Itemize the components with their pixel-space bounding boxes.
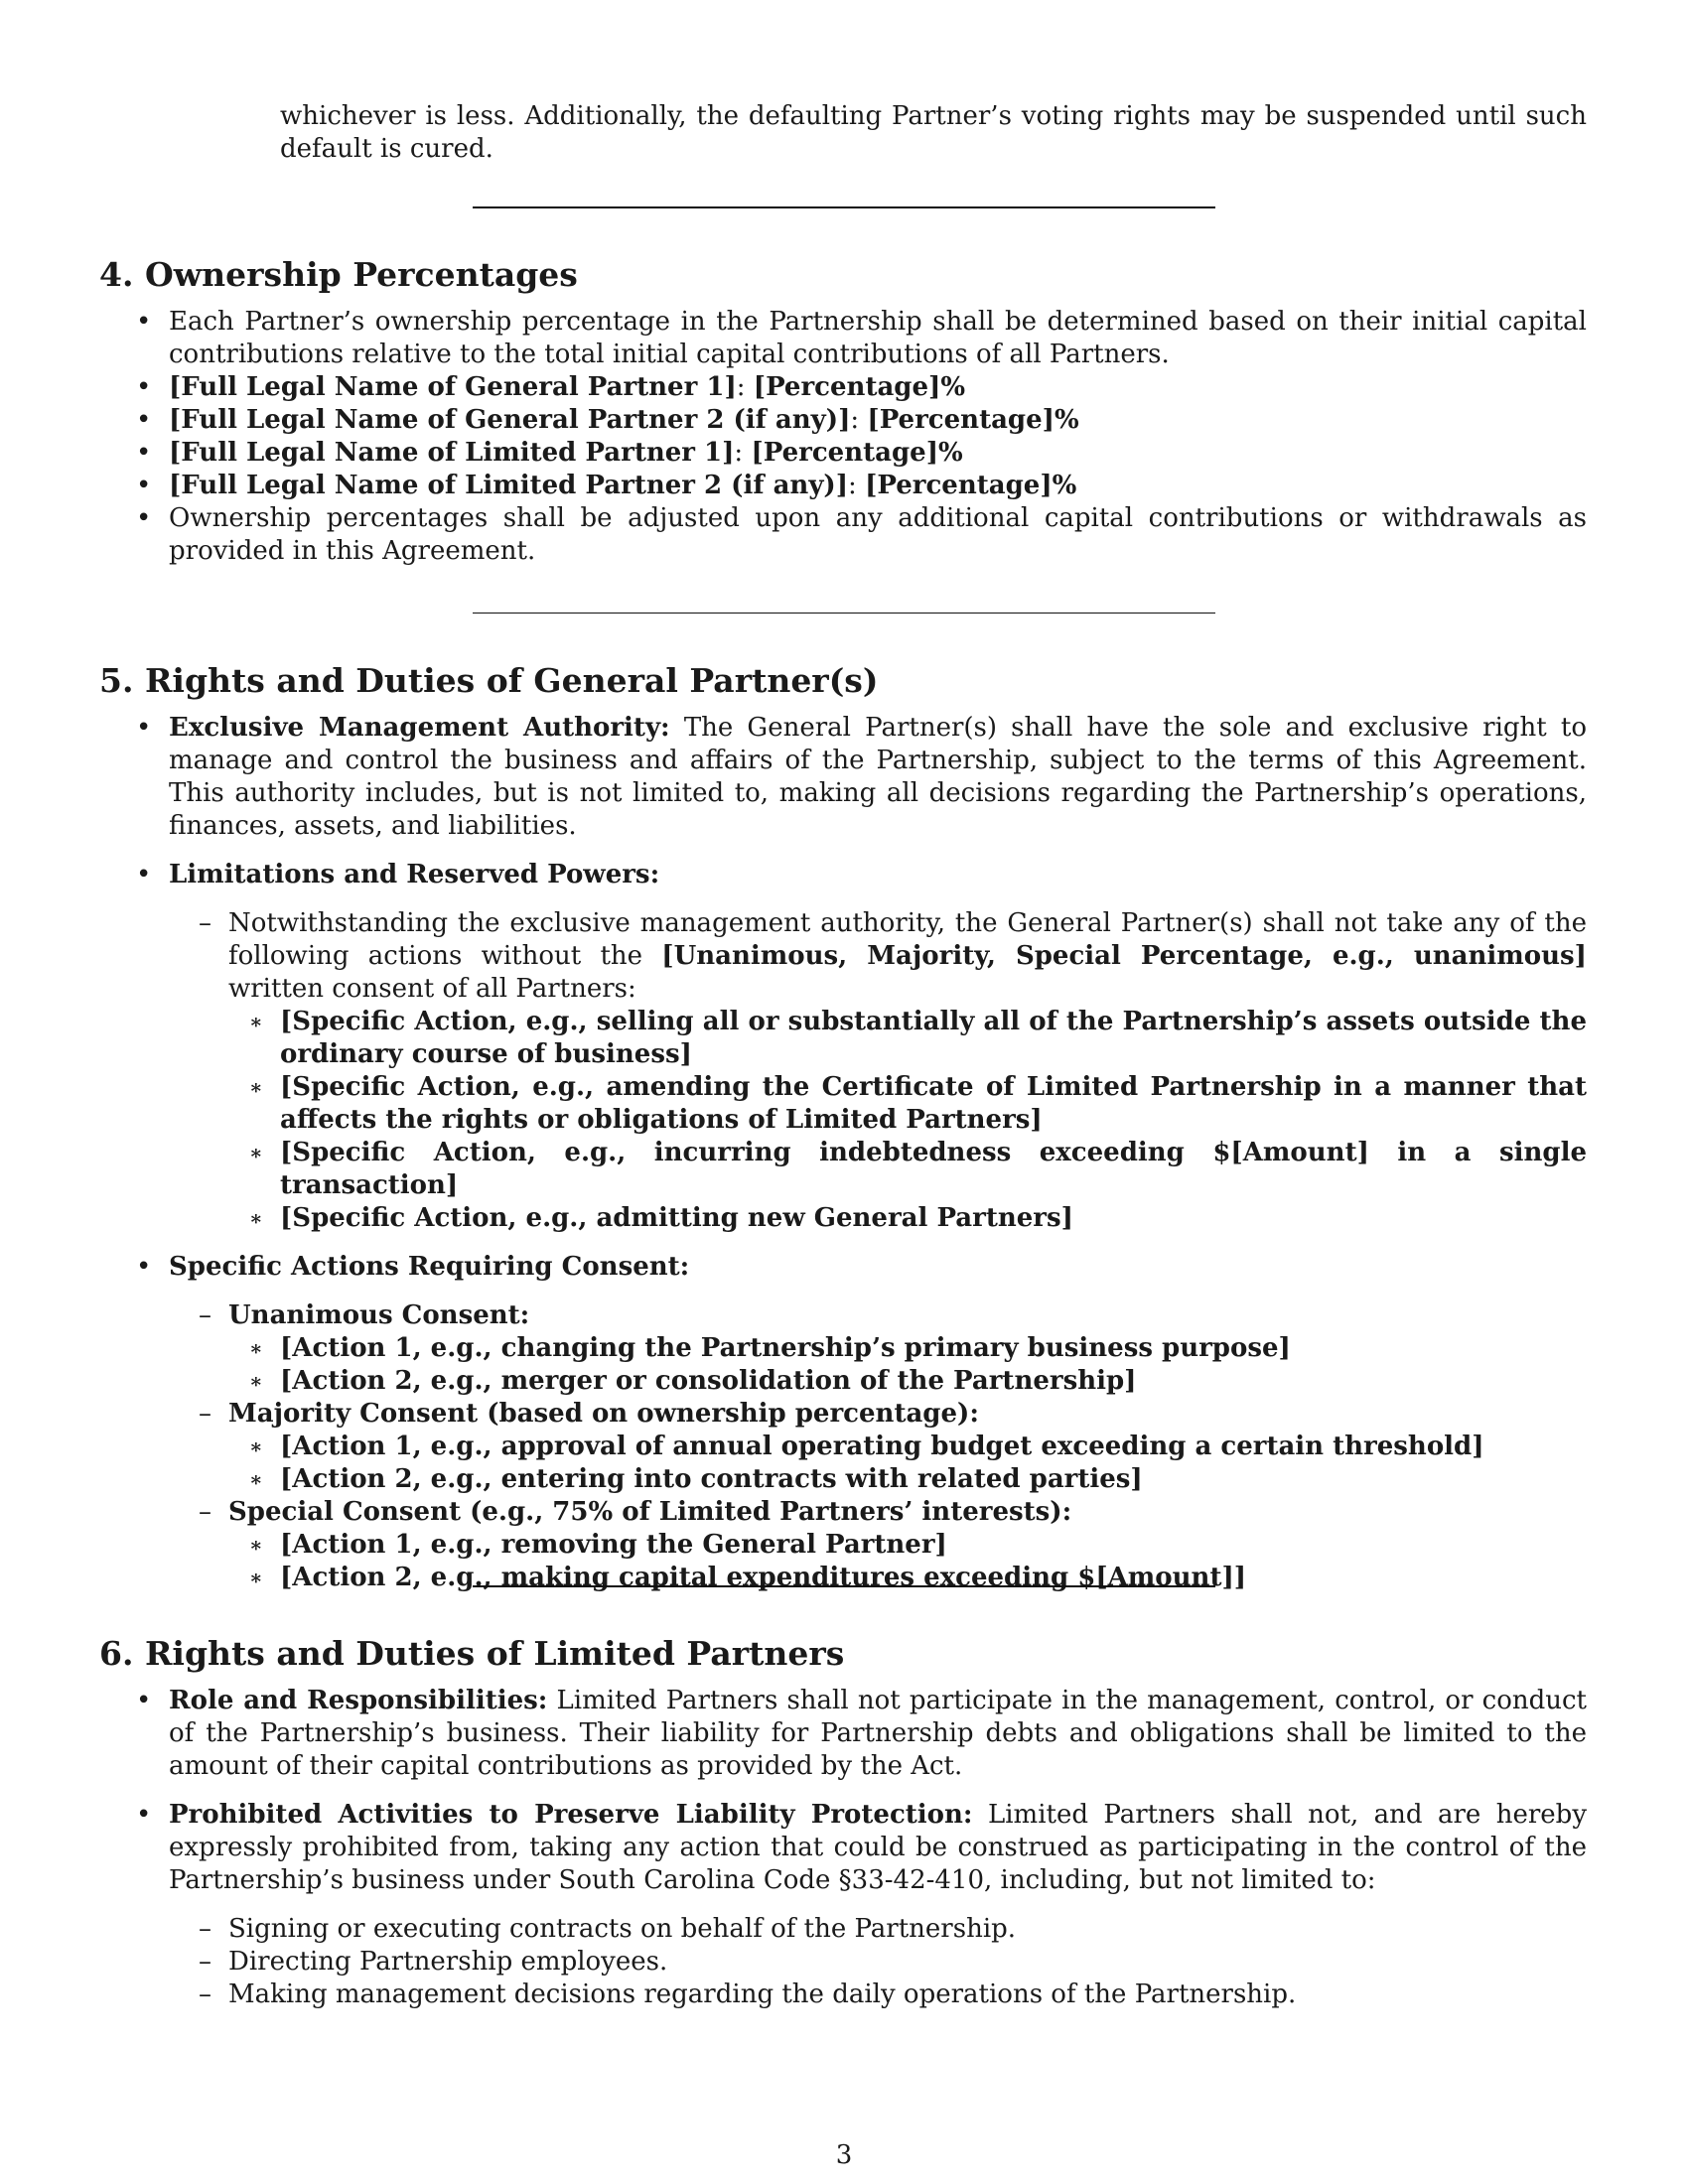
section-number: 4. — [99, 255, 134, 294]
partner-percentage: [Percentage]% — [867, 405, 1079, 435]
list-item — [99, 1799, 1587, 2011]
partner-name: [Full Legal Name of Limited Partner 2 (if any)] — [169, 471, 849, 500]
item-text: Limited Partners shall not, and are hereby expressly prohibited from, taking any action that could be construed as participating in the control of the Partnership’s business under South Carolina Code §33-42-410, including, but not limited to: — [169, 1800, 1588, 1895]
action-item: ∗ [Action 1, e.g., approval of annual operating budget exceeding a certain threshold] — [228, 1431, 1587, 1463]
section-title: Rights and Duties of General Partner(s) — [145, 661, 879, 700]
section-5 — [99, 661, 1587, 1610]
action-item: ∗ [Action 2, e.g., merger or consolidation of the Partnership] — [228, 1365, 1587, 1398]
section-title: Rights and Duties of Limited Partners — [145, 1634, 845, 1673]
partner-percentage: [Percentage]% — [751, 438, 963, 468]
item-text: Limited Partners shall not participate in the management, control, or conduct of the Partnership’s business. Their liability for Partnership debts and obligations shall be limited to the amount of their capital contributions as provided by the Act. — [169, 1686, 1588, 1781]
item-text: The General Partner(s) shall have the sole and exclusive right to manage and control the business and affairs of the Partnership, subject to the terms of this Agreement. This authority includes, but is not limited to, making all decisions regarding the Partnership’s operations, finances, assets, and liabilities. — [169, 713, 1587, 841]
list-item — [99, 1251, 1587, 1594]
section-number: 6. — [99, 1634, 134, 1673]
item-text: Notwithstanding the exclusive management authority, the General Partner(s) shall not take any of the following actions without the — [228, 908, 1587, 971]
item-text: written consent of all Partners: — [228, 974, 636, 1004]
intro-paragraph: whichever is less. Additionally, the defaulting Partner’s voting rights may be suspended until such default is cured. — [280, 101, 1587, 164]
action-item: ∗ [Specific Action, e.g., selling all or substantially all of the Partnership’s assets outside the ordinary course of business] — [228, 1006, 1587, 1071]
sub-list — [169, 1913, 1587, 2011]
sub-list-item — [169, 1496, 1587, 1594]
action-item: ∗ [Action 1, e.g., changing the Partnership’s primary business purpose] — [228, 1332, 1587, 1365]
action-item: ∗ [Action 1, e.g., removing the General Partner] — [228, 1529, 1587, 1562]
list-item — [99, 1685, 1587, 1783]
action-item: ∗ [Specific Action, e.g., amending the Certificate of Limited Partnership in a manner that affects the rights or obligations of Limited Partners] — [228, 1071, 1587, 1137]
list-item — [99, 712, 1587, 843]
action-list — [228, 1006, 1587, 1235]
section-heading — [99, 1634, 1587, 1674]
page-number: 3 — [835, 2140, 853, 2170]
gp-rights-list — [99, 712, 1587, 1594]
item-label: Prohibited Activities to Preserve Liability Protection: — [169, 1800, 973, 1830]
sub-list-item: – Making management decisions regarding the daily operations of the Partnership. — [169, 1979, 1587, 2011]
action-item: ∗ [Action 2, e.g., making capital expenditures exceeding $[Amount]] — [228, 1562, 1587, 1594]
consent-label: Special Consent (e.g., 75% of Limited Partners’ interests): — [228, 1497, 1072, 1527]
section-heading — [99, 661, 1587, 701]
list-item: • [Full Legal Name of General Partner 1]: [Percentage]% — [99, 371, 1587, 404]
partner-percentage: [Percentage]% — [865, 471, 1077, 500]
action-list — [228, 1332, 1587, 1398]
section-divider — [473, 206, 1215, 208]
consent-label: Majority Consent (based on ownership percentage): — [228, 1399, 979, 1429]
action-item: ∗ [Specific Action, e.g., incurring indebtedness exceeding $[Amount] in a single transaction] — [228, 1137, 1587, 1202]
list-item — [99, 859, 1587, 1235]
section-4 — [99, 255, 1587, 568]
consent-type: [Unanimous, Majority, Special Percentage, e.g., unanimous] — [661, 941, 1587, 971]
section-title: Ownership Percentages — [145, 255, 578, 294]
list-item: • Ownership percentages shall be adjusted upon any additional capital contributions or withdrawals as provided in this Agreement. — [99, 502, 1587, 568]
sub-list-item: – Signing or executing contracts on behalf of the Partnership. — [169, 1913, 1587, 1946]
list-item: • [Full Legal Name of Limited Partner 1]: [Percentage]% — [99, 437, 1587, 470]
lp-rights-list — [99, 1685, 1587, 2011]
section-divider — [473, 613, 1215, 614]
section-6 — [99, 1634, 1587, 2027]
section-heading — [99, 255, 1587, 295]
item-label: Limitations and Reserved Powers: — [169, 860, 660, 889]
consent-label: Unanimous Consent: — [228, 1300, 530, 1330]
sub-list-item: – Directing Partnership employees. — [169, 1946, 1587, 1979]
list-item: • [Full Legal Name of Limited Partner 2 (if any)]: [Percentage]% — [99, 470, 1587, 502]
sub-list-item — [169, 1398, 1587, 1496]
sub-list — [169, 907, 1587, 1235]
item-label: Exclusive Management Authority: — [169, 713, 670, 743]
partner-percentage: [Percentage]% — [753, 372, 966, 402]
section-divider — [473, 1585, 1215, 1587]
section-number: 5. — [99, 661, 134, 700]
item-label: Role and Responsibilities: — [169, 1686, 548, 1715]
ownership-list — [99, 306, 1587, 568]
list-item: • [Full Legal Name of General Partner 2 (if any)]: [Percentage]% — [99, 404, 1587, 437]
partner-name: [Full Legal Name of Limited Partner 1] — [169, 438, 735, 468]
sub-list-item — [169, 907, 1587, 1235]
partner-name: [Full Legal Name of General Partner 2 (if any)] — [169, 405, 851, 435]
sub-list — [169, 1299, 1587, 1594]
item-label: Specific Actions Requiring Consent: — [169, 1252, 690, 1282]
sub-list-item — [169, 1299, 1587, 1398]
action-item: ∗ [Specific Action, e.g., admitting new General Partners] — [228, 1202, 1587, 1235]
list-item: • Each Partner’s ownership percentage in the Partnership shall be determined based on their initial capital contributions relative to the total initial capital contributions of all Partners. — [99, 306, 1587, 371]
action-list — [228, 1431, 1587, 1496]
partner-name: [Full Legal Name of General Partner 1] — [169, 372, 737, 402]
action-item: ∗ [Action 2, e.g., entering into contracts with related parties] — [228, 1463, 1587, 1496]
